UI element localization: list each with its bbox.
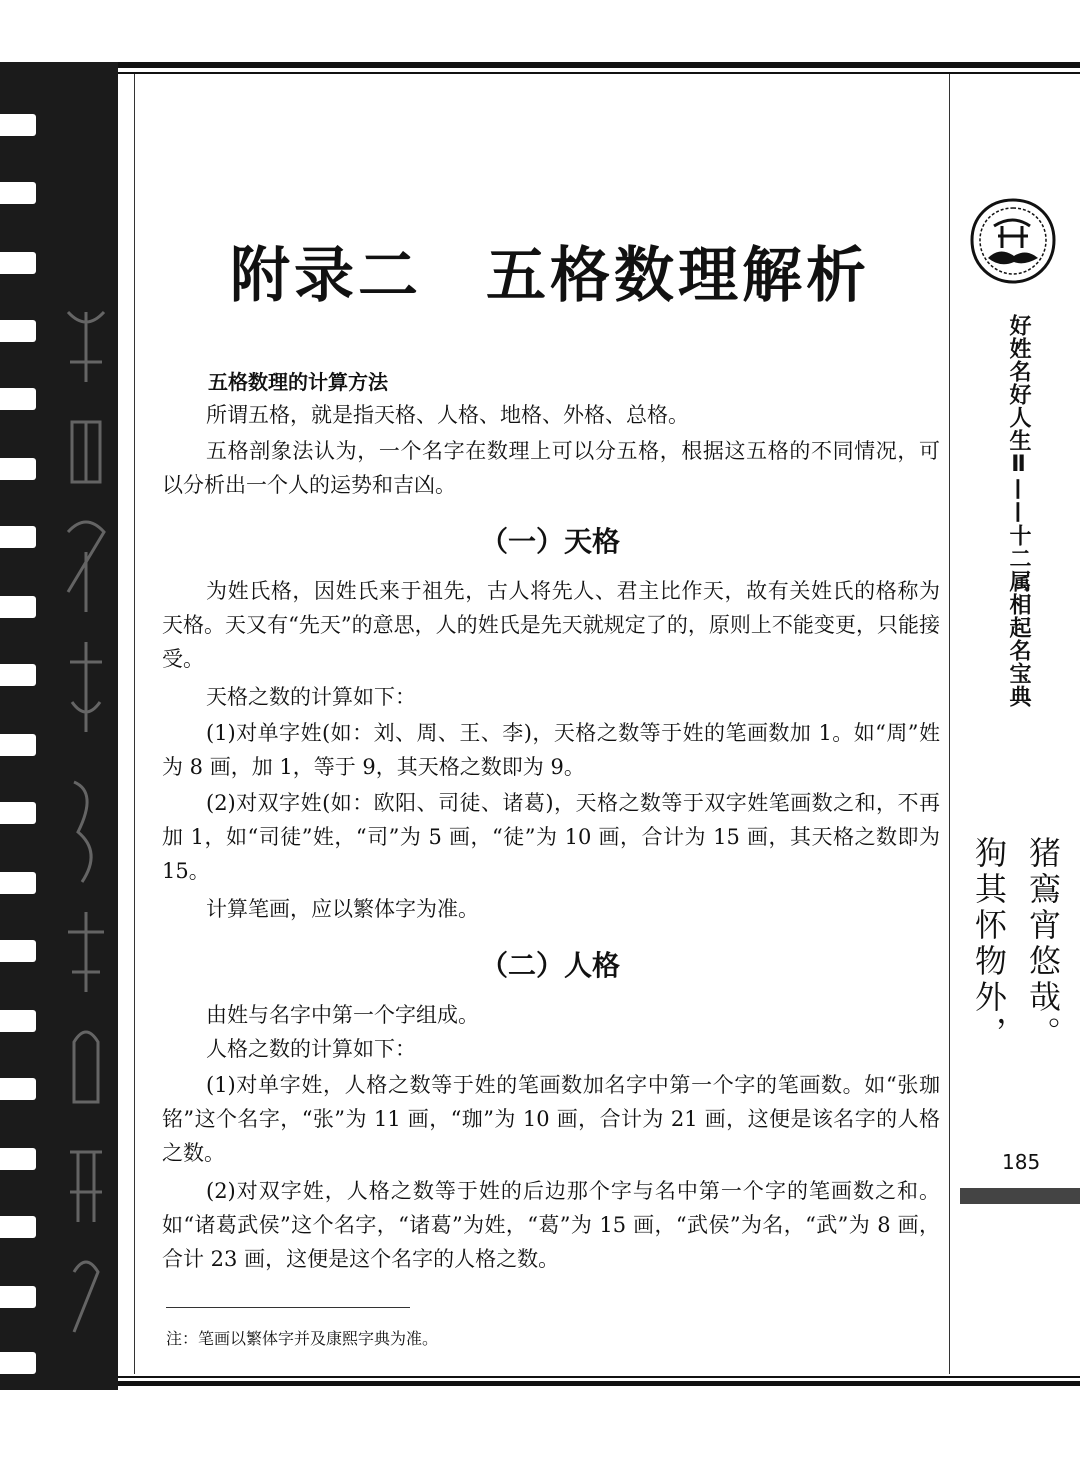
film-hole (0, 458, 36, 480)
tiange-heading: （一）天格 (479, 525, 620, 558)
intro-paragraph: 五格剖象法认为，一个名字在数理上可以分五格，根据这五格的不同情况，可以分析出一个人的运势和吉凶。 (162, 439, 940, 497)
film-hole (0, 734, 36, 756)
film-hole (0, 1010, 36, 1032)
bottom-rule-thin (118, 1376, 1080, 1378)
film-hole (0, 526, 36, 548)
seal-script-decoration (58, 292, 114, 1352)
page-number: 185 (1002, 1150, 1041, 1174)
film-hole (0, 388, 36, 410)
poem-line: 狗其怀物外， (970, 836, 1008, 1052)
film-hole (0, 664, 36, 686)
intro-paragraph: 所谓五格，就是指天格、人格、地格、外格、总格。 (206, 403, 689, 427)
film-strip-border (0, 62, 118, 1390)
top-rule (118, 62, 1080, 68)
tiange-paragraph: 计算笔画，应以繁体字为准。 (206, 897, 479, 921)
footnote: 注：笔画以繁体字并及康熙字典为准。 (166, 1329, 439, 1348)
renge-paragraph: (1)对单字姓，人格之数等于姓的笔画数加名字中第一个字的笔画数。如“张珈铭”这个名字，“张”为 11 画，“珈”为 10 画，合计为 21 画，这便是该名字的人格之数。 (162, 1073, 940, 1165)
tiange-paragraph: (1)对单字姓(如：刘、周、王、李)，天格之数等于姓的笔画数加 1。如“周”姓为 8 画，加 1，等于 9，其天格之数即为 9。 (162, 721, 940, 779)
film-hole (0, 1148, 36, 1170)
tiange-paragraph: 为姓氏格，因姓氏来于祖先，古人将先人、君主比作天，故有关姓氏的格称为天格。天又有“先天”的意思，人的姓氏是先天就规定了的，原则上不能变更，只能接受。 (162, 579, 940, 671)
film-hole (0, 252, 36, 274)
film-hole (0, 802, 36, 824)
renge-paragraph: 由姓与名字中第一个字组成。 (206, 1003, 479, 1027)
film-hole (0, 1216, 36, 1238)
renge-paragraph: (2)对双字姓，人格之数等于姓的后边那个字与名中第一个字的笔画数之和。如“诸葛武侯”这个名字，“诸葛”为姓，“葛”为 15 画，“武侯”为名，“武”为 8 画，合计 23 画，这便是这个名字的人格之数。 (162, 1179, 940, 1271)
film-hole (0, 114, 36, 136)
tiange-paragraph: 天格之数的计算如下： (206, 685, 416, 709)
section-heading: 五格数理的计算方法 (208, 370, 388, 394)
film-hole (0, 182, 36, 204)
book-title-vertical: 好姓名好人生Ⅱ——十二属相起名宝典 (1006, 314, 1031, 708)
footnote-rule (166, 1307, 410, 1308)
film-hole (0, 1352, 36, 1374)
renge-heading: （二）人格 (479, 949, 620, 982)
film-hole (0, 320, 36, 342)
page-number-bar (960, 1188, 1080, 1204)
page-title: 附录二 五格数理解析 (230, 241, 870, 311)
poem-line: 猪鵉宵悠哉。 (1024, 836, 1062, 1052)
film-hole (0, 872, 36, 894)
zodiac-emblem-icon (968, 196, 1058, 286)
film-hole (0, 1286, 36, 1308)
renge-paragraph: 人格之数的计算如下： (206, 1037, 416, 1061)
film-hole (0, 596, 36, 618)
tiange-paragraph: (2)对双字姓(如：欧阳、司徒、诸葛)，天格之数等于双字姓笔画数之和，不再加 1，如“司徒”姓，“司”为 5 画，“徒”为 10 画，合计为 15 画，其天格之数即为 15。 (162, 791, 940, 883)
film-hole (0, 1078, 36, 1100)
film-hole (0, 940, 36, 962)
bottom-rule (118, 1381, 1080, 1386)
